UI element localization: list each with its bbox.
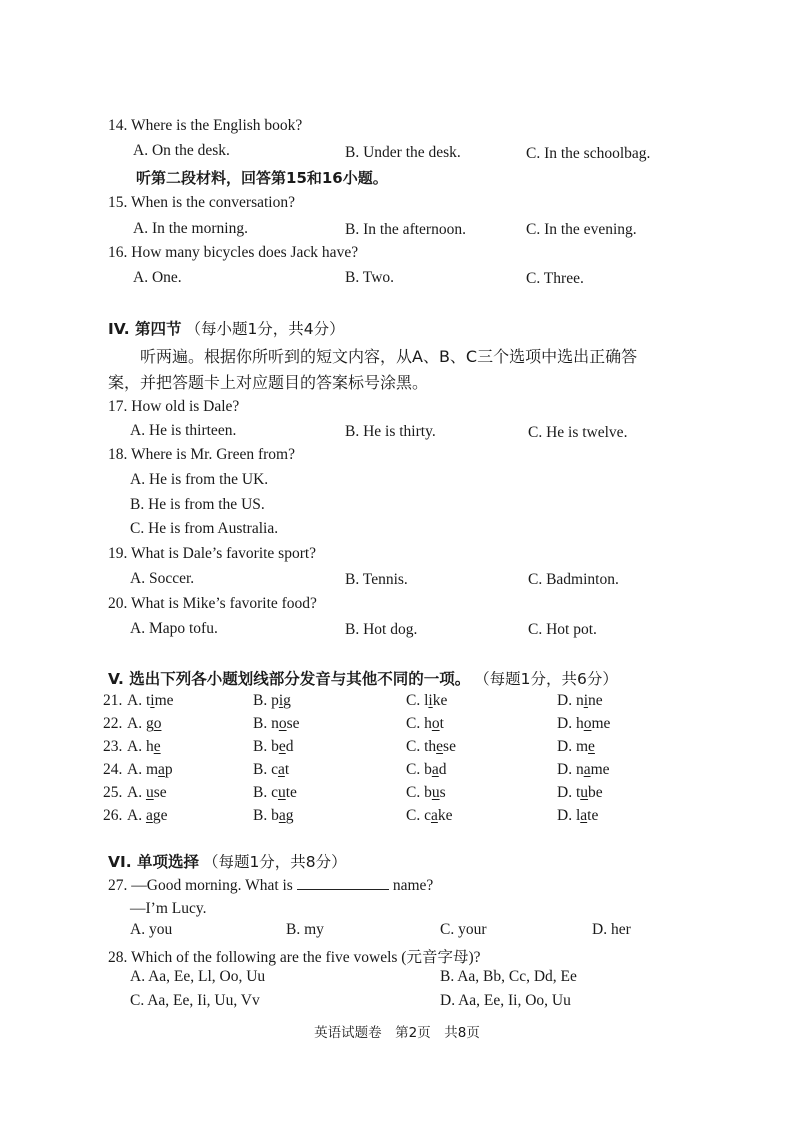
phonics-option-c: C. these	[406, 738, 456, 755]
phonics-option-d: D. late	[557, 807, 599, 824]
q27-option-b: B. my	[286, 921, 324, 938]
section-6-heading: VI. 单项选择 （每题1分，共8分）	[108, 853, 347, 871]
phonics-option-d: D. name	[557, 761, 610, 778]
phonics-option-c: C. hot	[406, 715, 444, 732]
passage-2-note: 听第二段材料，回答第15和16小题。	[136, 169, 388, 187]
phonics-option-b: B. nose	[253, 715, 300, 732]
section-4-heading: IV. 第四节 （每小题1分，共4分）	[108, 320, 345, 338]
question-18: 18. Where is Mr. Green from?	[108, 446, 295, 463]
q17-option-a: A. He is thirteen.	[130, 422, 237, 439]
phonics-option-a: A. use	[127, 784, 167, 801]
q18-option-c: C. He is from Australia.	[130, 520, 279, 537]
question-19: 19. What is Dale’s favorite sport?	[108, 545, 317, 562]
phonics-option-c: C. cake	[406, 807, 453, 824]
q14-option-c: C. In the schoolbag.	[526, 145, 651, 162]
phonics-option-b: B. bag	[253, 807, 294, 824]
phonics-question-number: 24.	[103, 761, 123, 778]
section-4-instruction-2: 案，并把答题卡上对应题目的答案标号涂黑。	[108, 373, 429, 392]
q18-option-b: B. He is from the US.	[130, 496, 265, 513]
phonics-option-d: D. me	[557, 738, 595, 755]
question-15: 15. When is the conversation?	[108, 194, 295, 211]
q28-option-d: D. Aa, Ee, Ii, Oo, Uu	[440, 992, 571, 1009]
section-4-instruction-1: 听两遍。根据你所听到的短文内容，从A、B、C三个选项中选出正确答	[140, 347, 638, 366]
phonics-option-c: C. bus	[406, 784, 446, 801]
phonics-option-b: B. bed	[253, 738, 294, 755]
q27-option-a: A. you	[130, 921, 173, 938]
phonics-option-a: A. he	[127, 738, 161, 755]
q14-option-a: A. On the desk.	[133, 142, 230, 159]
q18-option-a: A. He is from the UK.	[130, 471, 269, 488]
phonics-question-number: 23.	[103, 738, 123, 755]
question-20: 20. What is Mike’s favorite food?	[108, 595, 317, 612]
question-27: 27. —Good morning. What is name?	[108, 877, 434, 894]
question-14: 14. Where is the English book?	[108, 117, 303, 134]
phonics-question-number: 22.	[103, 715, 123, 732]
phonics-option-a: A. age	[127, 807, 168, 824]
phonics-option-a: A. time	[127, 692, 174, 709]
question-17: 17. How old is Dale?	[108, 398, 240, 415]
q16-option-b: B. Two.	[345, 269, 395, 286]
phonics-option-c: C. bad	[406, 761, 447, 778]
phonics-option-b: B. cute	[253, 784, 297, 801]
q16-option-c: C. Three.	[526, 270, 584, 287]
q15-option-b: B. In the afternoon.	[345, 221, 466, 238]
q20-option-b: B. Hot dog.	[345, 621, 418, 638]
q19-option-a: A. Soccer.	[130, 570, 195, 587]
phonics-question-number: 25.	[103, 784, 123, 801]
q15-option-a: A. In the morning.	[133, 220, 248, 237]
q15-option-c: C. In the evening.	[526, 221, 637, 238]
q19-option-c: C. Badminton.	[528, 571, 619, 588]
q27-option-c: C. your	[440, 921, 487, 938]
phonics-option-b: B. pig	[253, 692, 291, 709]
answer-blank	[297, 876, 389, 890]
phonics-option-d: D. home	[557, 715, 611, 732]
phonics-question-number: 21.	[103, 692, 123, 709]
phonics-option-d: D. nine	[557, 692, 603, 709]
phonics-option-d: D. tube	[557, 784, 603, 801]
q28-option-c: C. Aa, Ee, Ii, Uu, Vv	[130, 992, 260, 1009]
phonics-question-number: 26.	[103, 807, 123, 824]
page-footer: 英语试题卷 第2页 共8页	[314, 1025, 480, 1041]
q20-option-a: A. Mapo tofu.	[130, 620, 218, 637]
q28-option-b: B. Aa, Bb, Cc, Dd, Ee	[440, 968, 577, 985]
q16-option-a: A. One.	[133, 269, 182, 286]
phonics-option-a: A. go	[127, 715, 162, 732]
q27-reply: —I’m Lucy.	[130, 900, 207, 917]
q19-option-b: B. Tennis.	[345, 571, 408, 588]
q17-option-c: C. He is twelve.	[528, 424, 628, 441]
phonics-option-b: B. cat	[253, 761, 290, 778]
q27-option-d: D. her	[592, 921, 631, 938]
phonics-option-c: C. like	[406, 692, 448, 709]
q14-option-b: B. Under the desk.	[345, 144, 461, 161]
section-5-heading: V. 选出下列各小题划线部分发音与其他不同的一项。 （每题1分，共6分）	[108, 670, 618, 688]
phonics-option-a: A. map	[127, 761, 173, 778]
question-28: 28. Which of the following are the five vowels (元音字母)?	[108, 949, 481, 966]
q20-option-c: C. Hot pot.	[528, 621, 597, 638]
question-16: 16. How many bicycles does Jack have?	[108, 244, 359, 261]
q17-option-b: B. He is thirty.	[345, 423, 436, 440]
q28-option-a: A. Aa, Ee, Ll, Oo, Uu	[130, 968, 266, 985]
